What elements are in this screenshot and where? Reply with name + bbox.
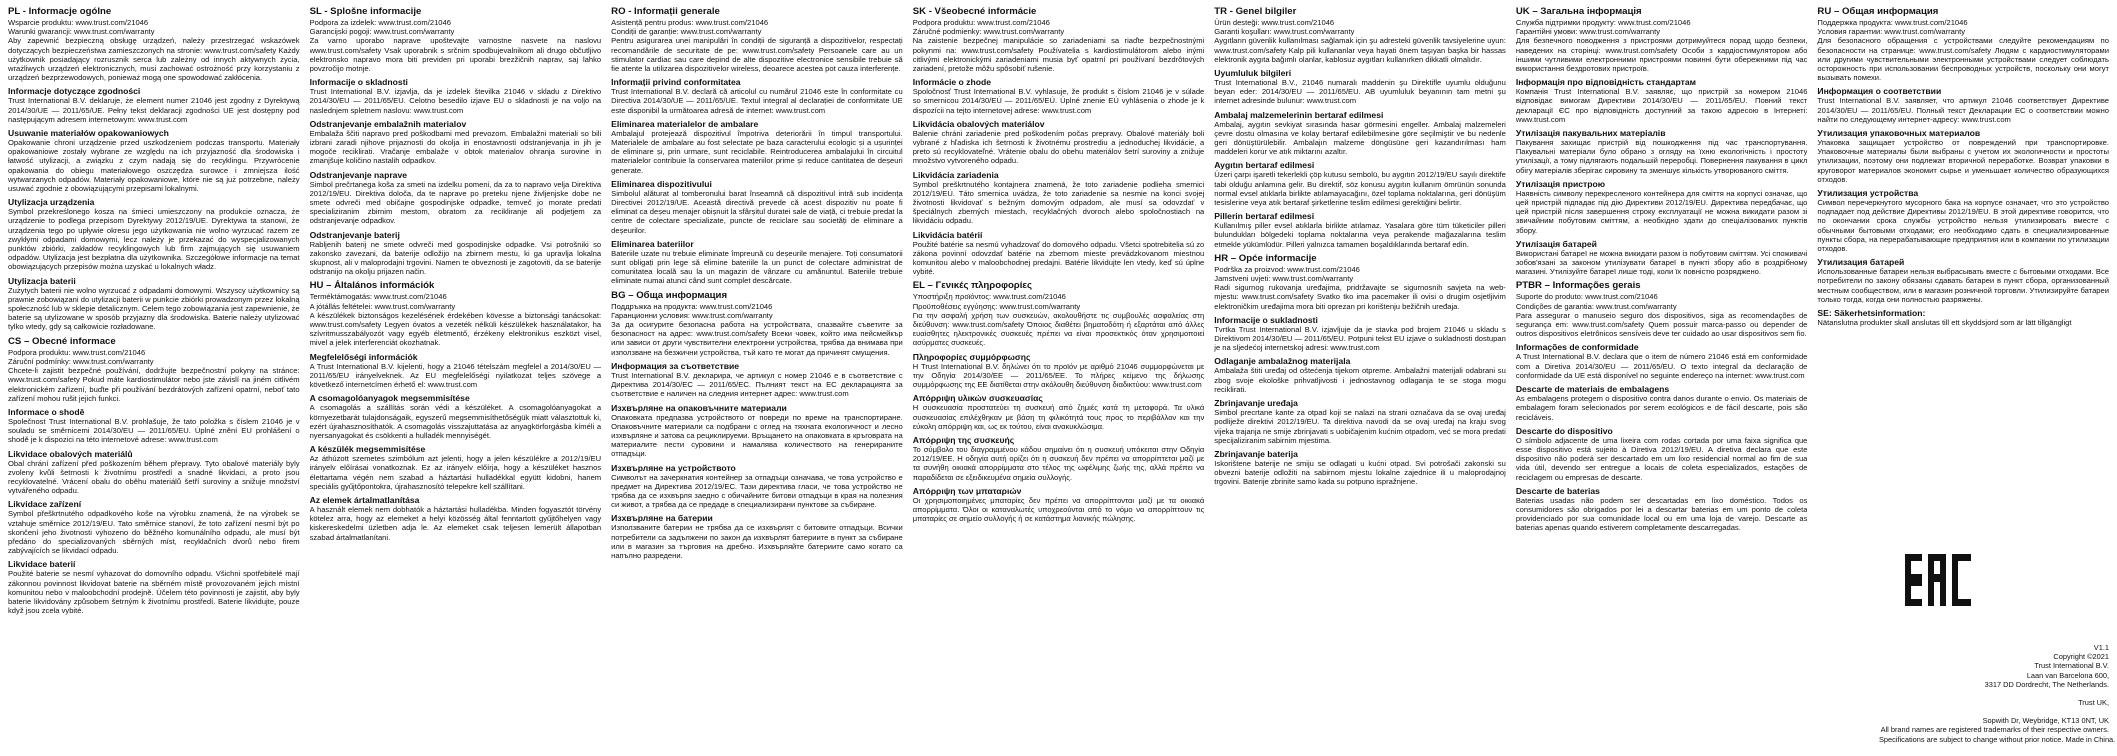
section-body: As embalagens protegem o dispositivo contra danos durante o envio. Os materiais de embalagem foram selecionados por serem ecológicos e de fácil descarte, pois são recicláveis. bbox=[1515, 394, 1808, 422]
info-section bbox=[310, 6, 602, 73]
info-section bbox=[1516, 342, 1808, 380]
support-line: Záruční podmínky: www.trust.com/warranty bbox=[8, 356, 154, 366]
support-line: Гаранционни условия: www.trust.com/warranty bbox=[611, 310, 773, 320]
section-heading: Eliminarea dispozitivului bbox=[611, 178, 712, 189]
specifications-note: Specifications are subject to change without prior notice. Made in China. bbox=[1879, 734, 2116, 744]
section-heading: HU – Általános információk bbox=[309, 280, 435, 292]
info-section bbox=[611, 513, 903, 560]
section-body: Символ перечеркнутого мусорного бака на корпусе означает, что это устройство подпадает под действие Директивы 2012/19/EU. В этой директиве говорится, что по окончании срока службы устройство нельзя утилизировать вместе с обычными бытовыми отходами; его необходимо сдать в специализированные пункты сбора, на перерабатывающие предприятия или в компании по утилизации отходов. bbox=[1817, 198, 2109, 254]
section-heading: Utylizacja urządzenia bbox=[8, 197, 95, 208]
section-body: Trust International B.V. deklaruje, że element numer 21046 jest zgodny z Dyrektywą 2014/30/UE — 2011/65/UE. Pełny tekst deklaracji zgodności UE jest dostępny pod następującym adresem internetowym: www.trust.com bbox=[8, 96, 300, 124]
section-body: Opakowanie chroni urządzenie przed uszkodzeniem podczas transportu. Materiały opakowaniowe zostały wybrane ze względu na ich przyjazność dla środowiska i łatwość utylizacji, a związku z czym nadają się do recyklingu. Przywrócenie opakowania do obiegu materiałowego oszczędza surowce i zmniejsza ilość wytwarzanych odpadów. Materiały opakowaniowe, które nie są już potrzebne, należy usuwać zgodnie z obowiązującymi przepisami lokalnymi. bbox=[8, 138, 300, 194]
support-line: Terméktámogatás: www.trust.com/21046 bbox=[309, 292, 447, 302]
info-section bbox=[611, 77, 903, 115]
info-section bbox=[1214, 110, 1506, 157]
section-body: Embalaža ščiti napravo pred poškodbami med prevozom. Embalažni materiali so bili izbrani zaradi njihove prijaznosti do okolja in enostavnosti odstranjevanja in jih je mogoče reciklirati. Vračanje embalaže v obtok materialov ohranja surovine in zmanjšuje količino nastalih odpadkov. bbox=[309, 128, 602, 166]
section-heading: Likvidace baterií bbox=[8, 559, 76, 570]
support-line: Wsparcie produktu: www.trust.com/21046 bbox=[8, 18, 149, 27]
info-section bbox=[1516, 6, 1808, 73]
info-section bbox=[1516, 486, 1808, 533]
uk-address-line: Sopwith Dr, Weybridge, KT13 0NT, UK bbox=[1982, 716, 2109, 726]
info-section bbox=[1817, 6, 2109, 82]
info-section bbox=[1817, 188, 2109, 253]
footer-imprint bbox=[1879, 643, 2116, 744]
section-body: Використані батареї не можна викидати разом із побутовим сміттям. Усі споживачі зобов'язані за законом утилізувати батареї в пункті збору або в роздрібному магазині. Утилізуйте батареї лише тоді, коли їх повністю розряджено. bbox=[1515, 248, 1808, 277]
info-section bbox=[1214, 315, 1506, 353]
support-line: Гарантійні умови: www.trust.com/warranty bbox=[1515, 27, 1661, 37]
info-section bbox=[1516, 384, 1808, 422]
support-line: Suporte do produto: www.trust.com/21046 bbox=[1515, 292, 1658, 302]
support-line: Υποστήριξη προϊόντος: www.trust.com/21046 bbox=[912, 292, 1066, 302]
info-section bbox=[8, 197, 300, 271]
section-body: Použité baterie se nesmí vyhazovat do domovního odpadu. Všichni spotřebitelé mají zákonnou povinnost likvidovat baterie na sběrném místě provozovaném jejich místní komunitou nebo v maloobchodní prodejně. Účelem této povinnosti je zajistit, aby byly baterie likvidovány způsobem šetrným k životnímu prostředí. Baterie likvidujte, pouze když jsou zcela vybité. bbox=[8, 569, 300, 616]
info-section bbox=[1817, 128, 2109, 184]
section-heading: Odstranjevanje embalažnih materialov bbox=[309, 118, 467, 129]
info-section bbox=[1516, 239, 1808, 277]
section-body: Radi sigurnog rukovanja uređajima, pridržavajte se sigurnosnih savjeta na web-mjestu: www.trust.com/safety Svatko tko ima pacemaker ili ovisi o drugim osjetljivim elektroničkim uređajima mora biti oprezan pri korištenju bežičnih uređaja. bbox=[1214, 283, 1506, 311]
info-section bbox=[611, 361, 903, 399]
section-body: Ambalajul protejează dispozitivul împotriva deteriorării în timpul transportului. Materialele de ambalare au fost selectate pe baza caracterului ecologic și a ușurinței de eliminare și, prin urmare, sunt reciclabile. Reintroducerea ambalajului în circuitul materialelor contribuie la conservarea materiilor prime și reduce cantitatea de deșeuri generate. bbox=[611, 128, 903, 175]
language-column-ru bbox=[1817, 6, 2116, 750]
info-section bbox=[611, 290, 903, 357]
support-line: Asistență pentru produs: www.trust.com/21046 bbox=[611, 18, 769, 27]
section-heading: UK – Загальна інформація bbox=[1515, 6, 1642, 17]
section-body: Tvrtka Trust International B.V. izjavljuje da je stavka pod brojem 21046 u skladu s Direktivom 2014/30/EU — 2011/65/EU. Potpuni tekst EU izjave o sukladnosti dostupan je na sljedećoj internetskoj adresi: www.trust.com bbox=[1214, 324, 1506, 353]
info-section bbox=[1214, 356, 1506, 394]
section-heading: Утилизация батарей bbox=[1817, 257, 1905, 268]
section-body: Използваните батерии не трябва да се изхвърлят с битовите отпадъци. Всички потребители са задължени по закон да изхвърлят батериите в пункт за събиране или в магазин за търговия на дребно. Изхвърляйте батериите само когато са напълно разредени. bbox=[611, 523, 903, 560]
info-section bbox=[913, 77, 1205, 115]
language-column-ro bbox=[611, 6, 903, 750]
info-section bbox=[1214, 68, 1506, 106]
section-body: Použité batérie sa nesmú vyhadzovať do domového odpadu. Všetci spotrebitelia sú zo zákona povinní odovzdať batérie na zbernom mieste prevádzkovanom miestnou komunitou alebo v maloobchodnej predajni. Batérie likvidujte len vtedy, keď sú úplne vybité. bbox=[912, 239, 1205, 277]
section-body: Rabljenih baterij ne smete odvreči med gospodinjske odpadke. Vsi potrošniki so zakonsko zavezani, da baterije odložijo na zbirnem mestu, ki ga upravlja lokalna skupnost, ali v maloprodajni trgovini. Namen te obveznosti je zagotoviti, da se baterije odstranijo na okolju prijazen način. bbox=[309, 239, 602, 277]
section-heading: Утилизация упаковочных материалов bbox=[1817, 128, 1981, 139]
section-heading: Утилізація пристрою bbox=[1515, 178, 1606, 189]
info-section bbox=[1214, 160, 1506, 207]
section-heading: Megfelelőségi információk bbox=[309, 351, 418, 362]
info-section bbox=[1214, 398, 1506, 445]
info-section bbox=[1516, 280, 1808, 338]
info-section bbox=[1516, 426, 1808, 482]
section-heading: Informácie o zhode bbox=[912, 77, 992, 88]
support-line: Záručné podmienky: www.trust.com/warranty bbox=[912, 27, 1065, 37]
section-heading: TR - Genel bilgiler bbox=[1214, 6, 1297, 17]
section-heading: Информация за съответствие bbox=[611, 360, 740, 371]
language-column-sk bbox=[913, 6, 1205, 750]
section-body: A készülékek biztonságos kezelésének érdekében kövesse a biztonsági tanácsokat: www.trust.com/safety Legyen óvatos a vezeték nélküli készülékek használatakor, ha szívritmusszabályozót vagy egyéb életmentő, érzékeny elektronikus eszközt visel, mivel a jelek interferenciát okozhatnak. bbox=[309, 310, 602, 348]
section-body: Az áthúzott szemetes szimbólum azt jelenti, hogy a jelen készülékre a 2012/19/EU irányelv előírásai vonatkoznak. Ez az irányelv előírja, hogy a készüléket hasznos élettartama végén nem szabad a háztartási hulladékkal együtt kidobni, hanem speciális gyűjtőpontokra, újrahasznosító telepekre kell szállítani. bbox=[309, 454, 602, 491]
info-section bbox=[1516, 179, 1808, 235]
info-section bbox=[8, 6, 300, 82]
info-section bbox=[1516, 128, 1808, 175]
section-heading: Πληροφορίες συμμόρφωσης bbox=[912, 351, 1031, 362]
section-heading: Zbrinjavanje uređaja bbox=[1214, 398, 1298, 409]
section-body: Balenie chráni zariadenie pred poškodením počas prepravy. Obalové materiály boli vybrané z hľadiska ich šetrnosti k životnému prostrediu a jednoduchej likvidácie, a preto sú recyklovateľné. Vrátenie obalu do obehu materiálov šetrí suroviny a znižuje množstvo vytvoreného odpadu. bbox=[912, 128, 1205, 166]
section-heading: Uyumluluk bilgileri bbox=[1214, 68, 1292, 79]
support-line: Podrška za proizvod: www.trust.com/21046 bbox=[1214, 264, 1360, 274]
section-body: Symbol przekreślonego kosza na śmieci umieszczony na produkcie oznacza, że urządzenie to podlega przepisom Dyrektywy 2012/19/UE. Dyrektywa ta stanowi, że urządzenia tego po upływie okresu jego użytkowania nie wolno wyrzucać razem ze zwykłymi odpadami domowymi, lecz należy je przekazać do wyspecjalizowanych punktów zbiórki, zakładów recyklingowych lub firm zajmujących się usuwaniem odpadów. Utylizacja jest bezpłatna dla użytkownika. Szczegółowe informacje na temat obowiązujących przepisów można uzyskać u lokalnych władz. bbox=[8, 207, 300, 272]
info-section bbox=[1214, 253, 1506, 311]
support-line: Ürün desteği: www.trust.com/21046 bbox=[1214, 18, 1335, 27]
section-body: Trust International B.V. izjavlja, da je izdelek številka 21046 v skladu z Direktivo 2014/30/EU — 2011/65/EU. Celotno besedilo izjave EU o skladnosti je na voljo na naslednjem spletnem naslovu: www.trust.com bbox=[309, 87, 602, 115]
section-body: Η συσκευασία προστατεύει τη συσκευή από ζημιές κατά τη μεταφορά. Τα υλικά συσκευασίας επιλέχθηκαν με βάση τη φιλικότητά τους προς το περιβάλλον και την εύκολη απόρριψη και, ως εκ τούτου, είναι ανακυκλώσιμα. bbox=[912, 403, 1205, 431]
section-heading: Eliminarea materialelor de ambalare bbox=[611, 118, 759, 129]
section-body: Упаковка защищает устройство от повреждений при транспортировке. Упаковочные материалы были выбраны с учетом их экологичности и простоты утилизации, поэтому они подлежат вторичной переработке. Возврат упаковки в круговорот материалов экономит сырье и уменьшает количество образующихся отходов. bbox=[1817, 138, 2109, 184]
section-heading: Likvidace obalových materiálů bbox=[8, 448, 133, 459]
support-line: Поддръжка на продукта: www.trust.com/21046 bbox=[611, 301, 773, 311]
info-section bbox=[310, 170, 602, 226]
section-heading: Informacje dotyczące zgodności bbox=[8, 86, 141, 97]
section-body: Компанія Trust International B.V. заявляє, що пристрій за номером 21046 відповідає вимогам Директиви 2014/30/EU — 2011/65/EU. Повний текст декларації ЄС про відповідність доступний за такою адресою в Інтернеті: www.trust.com bbox=[1515, 87, 1808, 124]
section-body: Οι χρησιμοποιημένες μπαταρίες δεν πρέπει να απορρίπτονται μαζί με τα οικιακά απορρίμματα. Όλοι οι καταναλωτές υποχρεούνται από το νόμο να απορρίπτουν τις μπαταρίες σε σημείο συλλογής ή σε κατάστημα λιανικής πώλησης. bbox=[912, 495, 1205, 524]
section-body: Zużytych baterii nie wolno wyrzucać z odpadami domowymi. Wszyscy użytkownicy są prawnie zobowiązani do utylizacji baterii w punkcie zbiórki prowadzonym przez lokalną społeczność lub w sklepie detalicznym. Celem tego zobowiązania jest zapewnienie, że baterie są utylizowane w sposób przyjazny dla środowiska. Baterie należy utylizować tylko wtedy, gdy są całkowicie rozładowane. bbox=[8, 285, 300, 332]
language-column-pl bbox=[8, 6, 300, 750]
support-line: Garancijski pogoji: www.trust.com/warranty bbox=[309, 27, 455, 37]
section-body: Для безопасного обращения с устройствами следуйте рекомендациям по безопасности на странице: www.trust.com/safety Людям с кардиостимуляторами или другими чувствительными электронными устройствами следует соблюдать осторожность при использовании беспроводных устройств, поскольку они могут вызывать помехи. bbox=[1817, 36, 2109, 83]
section-body: Το σύμβολο του διαγραμμένου κάδου σημαίνει ότι η συσκευή υπόκειται στην Οδηγία 2012/19/ΕΕ. Η οδηγία αυτή ορίζει ότι η συσκευή δεν πρέπει να απορρίπτεται μαζί με τα συνήθη οικιακά απορρίμματα στο τέλος της ωφέλιμης ζωής της, αλλά πρέπει να παραδίδεται σε εξειδικευμένα σημεία συλλογής. bbox=[912, 444, 1205, 482]
support-line: Служба підтримки продукту: www.trust.com/21046 bbox=[1515, 18, 1691, 27]
section-heading: Informacije o sukladnosti bbox=[1214, 314, 1318, 325]
info-section bbox=[8, 449, 300, 496]
info-section bbox=[611, 403, 903, 459]
section-heading: Az elemek ártalmatlanítása bbox=[309, 494, 420, 505]
section-body: Za varno uporabo naprave upoštevajte varnostne nasvete na naslovu www.trust.com/safety Vsak uporabnik s srčnim spodbujevalnikom ali drugo občutljivo elektronsko napravo mora biti previden pri uporabi brezžičnih naprav, saj lahko povzročijo motnje. bbox=[309, 36, 602, 74]
info-section bbox=[913, 119, 1205, 166]
section-body: Baterias usadas não podem ser descartadas em lixo doméstico. Todos os consumidores são obrigados por lei a descartar baterias em um ponto de coleta providenciado por sua comunidade local ou em uma loja de varejo. Descarte as baterias apenas quando estiverem completamente descarregadas. bbox=[1515, 495, 1808, 533]
info-section bbox=[8, 559, 300, 615]
section-heading: RU – Общая информация bbox=[1817, 6, 1939, 17]
info-section bbox=[611, 463, 903, 510]
section-heading: PL - Informacje ogólne bbox=[8, 6, 112, 17]
section-body: Aygıtların güvenlik kullanılması sağlamak için şu adresteki güvenlik tavsiyelerine uyun: www.trust.com/safety Kalp pili kullananlar veya hayati önem taşıyan başka bir hassas elektronik aygıta bağımlı olanlar, kablosuz aygıtları kullanırken dikkatli olmalıdır. bbox=[1214, 36, 1506, 64]
uk-company-name: Trust UK, bbox=[2078, 698, 2109, 708]
info-section bbox=[913, 230, 1205, 277]
section-body: Chcete-li zajistit bezpečné používání, dodržujte bezpečnostní pokyny na stránce: www.trust.com/safety Pokud máte kardiostimulátor nebo jste závislí na jiném citlivém elektronickém zařízení, buďte při používání bezdrátových zařízení opatrní, neboť tato zařízení mohou rušit jejich funkci. bbox=[8, 366, 300, 403]
company-name: Trust International B.V. bbox=[2034, 661, 2109, 671]
section-heading: SE: Säkerhetsinformation: bbox=[1817, 308, 1926, 319]
section-heading: Ambalaj malzemelerinin bertaraf edilmesi bbox=[1214, 109, 1384, 120]
info-section bbox=[1817, 86, 2109, 124]
section-heading: Informații privind conformitatea bbox=[611, 77, 741, 88]
info-section bbox=[1516, 77, 1808, 124]
section-heading: CS – Obecné informace bbox=[8, 335, 116, 347]
section-body: Na zaistenie bezpečnej manipulácie so zariadeniami sa riaďte bezpečnostnými pokynmi na: www.trust.com/safety Používatelia s kardiostimulátorom alebo inými citlivými elektronickými zariadeniami musia byť opatrní pri používaní bezdrôtových zariadení, pretože môžu spôsobiť rušenie. bbox=[912, 36, 1205, 74]
section-body: A Trust International B.V. kijelenti, hogy a 21046 tételszám megfelel a 2014/30/EU — 2011/65/EU irányelveknek. Az EU megfelelőségi nyilatkozat teljes szövege a következő internetcímen érhető el: www.trust.com bbox=[309, 361, 602, 390]
section-body: Символът на зачеркнатия контейнер за отпадъци означава, че това устройство е предмет на Директива 2012/19/ЕС. Тази директива гласи, че това устройство не трябва да се изхвърля заедно с обичайните битови отпадъци в края на полезния си живот, а трябва да се предаде в специализирани пунктове за събиране. bbox=[611, 472, 903, 510]
section-body: Pentru asigurarea unei manipulări în condiții de siguranță a dispozitivelor, respectați recomandările de securitate de pe: www.trust.com/safety Persoanele care au un stimulator cardiac sau care depind de alte dispozitive electronice sensibile trebuie să fie atente la utilizarea dispozitivelor wireless, deoarece acestea pot cauza interferențe. bbox=[611, 36, 903, 74]
section-body: Symbol preškrtnutého kontajnera znamená, že toto zariadenie podlieha smernici 2012/19/EÚ. Táto smernica uvádza, že toto zariadenie sa nesmie na konci svojej životnosti likvidovať s bežným domovým odpadom, ale musí sa odovzdať v špeciálnych zberných miestach, recyklačných dvoroch alebo spoločnostiach na likvidáciu odpadu. bbox=[912, 179, 1205, 226]
eac-certification-mark bbox=[1903, 552, 1973, 608]
section-body: Symbol přeškrtnutého odpadkového koše na výrobku znamená, že na výrobek se vztahuje směrnice 2012/19/EU. Tato směrnice stanoví, že toto zařízení nesmí být po skončení jeho životnosti vyhozeno do běžného komunálního odpadu, ale musí být předáno do specializovaných sběrných míst, recyklačních dvorů nebo firem zabývajících se likvidací odpadu. bbox=[8, 509, 300, 556]
support-line: Condiții de garanție: www.trust.com/warranty bbox=[611, 27, 762, 37]
section-heading: Utylizacja baterii bbox=[8, 275, 76, 286]
section-heading: Descarte do dispositivo bbox=[1515, 425, 1613, 436]
section-heading: Odstranjevanje naprave bbox=[309, 169, 408, 180]
section-body: Ambalaj, aygıtın sevkiyat sırasında hasar görmesini engeller. Ambalaj malzemeleri çevre dostu olmasına ve kolay bertaraf edilebilmesine göre seçilmiştir ve bu nedenle geri dönüştürülebilir. Ambalajın malzeme döngüsüne geri kazandırılması ham maddeleri korur ve atık miktarını azaltır. bbox=[1214, 119, 1506, 157]
info-section bbox=[310, 119, 602, 166]
section-heading: Pillerin bertaraf edilmesi bbox=[1214, 211, 1315, 222]
address-line: 3317 DD Dordrecht, The Netherlands. bbox=[1984, 679, 2109, 689]
section-body: Ambalaža štiti uređaj od oštećenja tijekom otpreme. Ambalažni materijali odabrani su zbog svoje ekološke prihvatljivosti i jednostavnog odlaganja te se stoga mogu reciklirati. bbox=[1214, 366, 1506, 394]
info-section bbox=[913, 352, 1205, 390]
section-body: Para assegurar o manuseio seguro dos dispositivos, siga as recomendações de segurança em: www.trust.com/safety Quem possuir marca-passo ou depender de outros dispositivos eletrônicos sensíveis deve ter cuidado ao usar dispositivos sem fio. bbox=[1515, 310, 1808, 339]
section-heading: Απόρριψη των μπαταριών bbox=[912, 485, 1022, 496]
support-line: Podpora za izdelek: www.trust.com/21046 bbox=[309, 18, 451, 27]
section-heading: Утилізація батарей bbox=[1515, 238, 1597, 249]
section-body: O símbolo adjacente de uma lixeira com rodas cortada por uma faixa significa que esse dispositivo está sujeito à Diretiva 2012/19/EU. A diretiva declara que este dispositivo não poderá ser descartado em um lixo residencial normal ao fim de sua vida útil, devendo ser entregue a locais de coleta especializados, estações de reciclagem ou empresas de descarte. bbox=[1515, 435, 1808, 482]
language-column-sl bbox=[310, 6, 602, 750]
info-section bbox=[913, 393, 1205, 431]
section-heading: Απόρριψη της συσκευής bbox=[912, 434, 1015, 445]
support-line: Προϋποθέσεις εγγύησης: www.trust.com/warranty bbox=[912, 301, 1081, 311]
support-line: Условия гарантии: www.trust.com/warranty bbox=[1817, 27, 1966, 37]
info-section bbox=[8, 407, 300, 445]
support-line: Condições de garantia: www.trust.com/warranty bbox=[1515, 301, 1677, 311]
section-heading: Изхвърляне на батерии bbox=[611, 513, 713, 524]
info-section bbox=[310, 280, 602, 347]
section-heading: Изхвърляне на опаковъчните материали bbox=[611, 402, 787, 413]
info-section bbox=[1214, 211, 1506, 249]
info-section bbox=[310, 393, 602, 440]
section-body: Bateriile uzate nu trebuie eliminate împreună cu deșeurile menajere. Toți consumatorii sunt obligați prin lege să elimine bateriile la un punct de colectare administrat de comunitatea locală sau la un magazin de vânzare cu amănuntul. Bateriile trebuie eliminate numai atunci când sunt complet descărcate. bbox=[611, 248, 903, 286]
section-heading: Aygıtın bertaraf edilmesi bbox=[1214, 160, 1315, 171]
language-column-uk bbox=[1516, 6, 1808, 750]
section-body: Η Trust International B.V. δηλώνει ότι το προϊόν με αριθμό 21046 συμμορφώνεται με την Οδηγία 2014/30/ΕΕ — 2011/65/ΕΕ. Το πλήρες κείμενο της δήλωσης συμμόρφωσης της ΕΕ διατίθεται στην ακόλουθη διεύθυνση διαδικτύου: www.trust.com bbox=[912, 361, 1205, 390]
info-section bbox=[913, 435, 1205, 482]
section-heading: Информация о соответствии bbox=[1817, 86, 1942, 97]
info-section bbox=[310, 352, 602, 390]
section-heading: Likvidace zařízení bbox=[8, 499, 82, 510]
section-body: Spoločnosť Trust International B.V. vyhlasuje, že produkt s číslom 21046 je v súlade so smernicou 2014/30/EÚ — 2011/65/EÚ. Úplné znenie EÚ vyhlásenia o zhode je k dispozícii na tejto internetovej adrese: www.trust.com bbox=[912, 87, 1205, 115]
info-section bbox=[310, 230, 602, 277]
section-heading: Descarte de materiais de embalagens bbox=[1515, 384, 1670, 395]
support-line: Podpora produktu: www.trust.com/21046 bbox=[8, 347, 146, 357]
section-heading: Изхвърляне на устройството bbox=[611, 462, 736, 473]
support-line: Warunki gwarancji: www.trust.com/warranty bbox=[8, 27, 155, 37]
section-heading: Утилізація пакувальних матеріалів bbox=[1515, 128, 1666, 139]
info-section bbox=[8, 499, 300, 555]
section-heading: Zbrinjavanje baterija bbox=[1214, 448, 1298, 459]
info-section bbox=[611, 6, 903, 73]
section-heading: BG – Обща информация bbox=[611, 289, 728, 301]
section-body: Simbolul alăturat al tomberonului barat înseamnă că dispozitivul intră sub incidența Directivei 2012/19/UE. Această directivă prevede că acest dispozitiv nu poate fi eliminat ca deșeu menajer obișnuit la sfârșitul duratei sale de viață, ci trebuie predat la centre de colectare specializate, puncte de reciclare sau societăți de eliminare a deșeurilor. bbox=[611, 188, 903, 235]
info-section bbox=[1817, 308, 2109, 327]
info-section bbox=[913, 486, 1205, 524]
support-line: Podpora produktu: www.trust.com/21046 bbox=[912, 18, 1050, 27]
info-section bbox=[611, 179, 903, 235]
section-heading: RO - Informații generale bbox=[611, 6, 720, 17]
info-section bbox=[310, 77, 602, 115]
section-body: Obal chrání zařízení před poškozením během přepravy. Tyto obalové materiály byly zvoleny kvůli šetrnosti k životnímu prostředí a snadné likvidaci, a proto jsou recyklovatelné. Vrácení obalu do oběhu materiálů šetří suroviny a snižuje množství vytvářeného odpadu. bbox=[8, 458, 300, 496]
section-heading: Eliminarea bateriilor bbox=[611, 238, 694, 249]
info-section bbox=[1214, 6, 1506, 64]
section-heading: Informace o shodě bbox=[8, 406, 85, 417]
info-section bbox=[8, 276, 300, 332]
info-section bbox=[1817, 257, 2109, 304]
info-section bbox=[913, 170, 1205, 226]
copyright-line: Copyright ©2021 bbox=[2053, 652, 2109, 662]
section-body: Společnost Trust International B.V. prohlašuje, že tato položka s číslem 21046 je v souladu se směrnicemi 2014/30/EU — 2011/65/EU. Úplné znění EU prohlášení o shodě je k dispozici na této internetové adrese: www.trust.com bbox=[8, 416, 300, 445]
section-heading: Usuwanie materiałów opakowaniowych bbox=[8, 128, 169, 139]
section-heading: A készülék megsemmisítése bbox=[309, 444, 426, 455]
section-heading: Descarte de baterias bbox=[1515, 485, 1600, 496]
section-heading: Likvidácia zariadenia bbox=[912, 169, 999, 180]
section-body: Trust International B.V., 21046 numaralı maddenin şu Direktifle uyumlu olduğunu beyan eder: 2014/30/EU — 2011/65/EU. AB uyumluluk beyanının tam metni şu internet adresinde bulunur: www.trust.com bbox=[1214, 78, 1506, 106]
trademarks-note: All brand names are registered trademarks of their respective owners. bbox=[1880, 725, 2109, 735]
language-column-tr bbox=[1214, 6, 1506, 750]
section-heading: Informações de conformidade bbox=[1515, 342, 1639, 353]
version-label: V1.1 bbox=[2093, 643, 2109, 652]
support-line: Поддержка продукта: www.trust.com/21046 bbox=[1817, 18, 1968, 27]
section-body: A csomagolás a szállítás során védi a készüléket. A csomagolóanyagokat a környezetbarát tulajdonságaik, egyszerű megsemmisíthetőségük miatt választottuk ki, ezért újrahasznosíthatók. A csomagolás visszajuttatása az anyagkörforgásba kíméli a nyersanyagokat és csökkenti a hulladék mennyiségét. bbox=[309, 403, 602, 440]
section-heading: Інформація про відповідність стандартам bbox=[1515, 77, 1696, 88]
section-body: Kullanılmış piller evsel atıklarla birlikte atılamaz. Yasalara göre tüm tüketiciler pilleri bulundukları bölgedeki toplama noktalarına veya perakende mağazalarına teslim etmekle yükümlüdür. Pilleri yalnızca tamamen boşaldıklarında bertaraf edin. bbox=[1214, 221, 1506, 249]
section-body: Simbol prečrtanega koša za smeti na izdelku pomeni, da za to napravo velja Direktiva 2012/19/EU. Direktiva določa, da te naprave po preteku njene življenjske dobe ne smete odvreči med običajne gospodinjske odpadke, temveč jo morate predati specializiranim zbirnim mestom, obratom za recikliranje ali podjetjem za odstranjevanje odpadkov. bbox=[309, 179, 602, 226]
section-heading: SK - Všeobecné informácie bbox=[912, 6, 1037, 17]
section-heading: Odstranjevanje baterij bbox=[309, 229, 400, 240]
support-line: A jótállás feltételei: www.trust.com/warranty bbox=[309, 301, 456, 311]
support-line: Garanti koşulları: www.trust.com/warranty bbox=[1214, 27, 1355, 37]
section-body: Για την ασφαλή χρήση των συσκευών, ακολουθήστε τις συμβουλές ασφαλείας στη διεύθυνση: www.trust.com/safety Όποιος διαθέτει βηματοδότη ή εξαρτάται από άλλες ευαίσθητες ηλεκτρονικές συσκευές πρέπει να είναι προσεκτικός όταν χρησιμοποιεί ασύρματες συσκευές. bbox=[912, 310, 1205, 348]
section-body: Aby zapewnić bezpieczną obsługę urządzeń, należy przestrzegać wskazówek dotyczących bezpieczeństwa zamieszczonych na stronie: www.trust.com/safety Każdy użytkownik posiadający rozrusznik serca lub zależny od innych aktywnych życia, wrażliwych urządzeń elektronicznych, musi zachować ostrożność przy korzystaniu z urządzeń bezprzewodowych, ponieważ mogą one spowodować zakłócenia. bbox=[8, 36, 300, 83]
section-body: Пакування захищає пристрій від пошкодження під час транспортування. Пакувальні матеріали було обрано з огляду на їхню екологічність і простоту утилізації, а тому підлягають подальшій переробці. Повернення пакування в цикл обігу матеріалів зберігає сировину та зменшує кількість утворюваного сміття. bbox=[1515, 138, 1808, 175]
section-body: Simbol precrtane kante za otpad koji se nalazi na strani označava da se ovaj uređaj podliježe direktivi 2012/19/EU. Ta direktiva navodi da se ovaj uređaj na kraju svog vijeka trajanja ne smije zbrinjavati s uobičajenim kućnim otpadom, već se mora predati specijaliziranim sabirnim mjestima. bbox=[1214, 408, 1506, 445]
info-section bbox=[1214, 449, 1506, 487]
support-line: Jamstveni uvjeti: www.trust.com/warranty bbox=[1214, 274, 1354, 284]
section-heading: Odlaganje ambalažnog materijala bbox=[1214, 356, 1351, 367]
section-heading: Απόρριψη υλικών συσκευασίας bbox=[912, 393, 1043, 404]
section-body: A használt elemek nem dobhatók a háztartási hulladékba. Minden fogyasztót törvény kötelez arra, hogy az elemeket a helyi közösség által fenntartott gyűjtőhelyen vagy kiskereskedelmi üzletben adja le. Az elemeket csak teljesen lemerült állapotban szabad ártalmatlanítani. bbox=[309, 504, 602, 542]
info-section bbox=[310, 444, 602, 491]
info-section bbox=[310, 495, 602, 542]
address-line: Laan van Barcelona 600, bbox=[2026, 670, 2109, 680]
section-body: Trust International B.V. заявляет, что артикул 21046 соответствует Директиве 2014/30/EU — 2011/65/EU. Полный текст Декларации ЕС о соответствии можно найти по следующему интернет-адресу: www.trust.com bbox=[1817, 96, 2109, 124]
info-section bbox=[913, 6, 1205, 73]
info-section bbox=[611, 119, 903, 175]
section-body: Trust International B.V. declară că articolul cu numărul 21046 este în conformitate cu Directiva 2014/30/UE — 2011/65/UE. Textul integral al declarației de conformitate UE este disponibil la următoarea adresă de internet: www.trust.com bbox=[611, 87, 903, 115]
section-heading: Likvidácia batérií bbox=[912, 229, 983, 240]
section-body: Наявність символу перекресленого контейнера для сміття на корпусі означає, що цей пристрій підпадає під дію Директиви 2012/19/EU. Директива передбачає, що цей пристрій після завершення строку експлуатації не можна викидати разом зі звичайним побутовим сміттям, а необхідно здати до спеціалізованих пунктів збору. bbox=[1515, 188, 1808, 235]
section-heading: A csomagolóanyagok megsemmisítése bbox=[309, 393, 470, 404]
section-body: A Trust International B.V. declara que o item de número 21046 está em conformidade com a Diretiva 2014/30/EU — 2011/65/EU. O texto integral da declaração de conformidade da UE está disponível no seguinte endereço na internet: www.trust.com bbox=[1515, 352, 1808, 380]
section-heading: SL - Splošne informacije bbox=[309, 6, 422, 17]
section-body: Üzeri çarpı işaretli tekerlekli çöp kutusu sembolü, bu aygıtın 2012/19/EU sayılı direktife tabi olduğu anlamına gelir. Bu direktif, söz konusu aygıtın kullanım ömrünün sonunda normal evsel atıklarla birlikte atılamayacağını, özel toplama noktalarına, geri dönüşüm tesislerine veya atık bertaraf şirketlerine teslim edilmesi gerektiğini belirtir. bbox=[1214, 170, 1506, 208]
info-section bbox=[8, 86, 300, 124]
info-section bbox=[8, 128, 300, 193]
info-section bbox=[913, 280, 1205, 347]
section-body: Iskorištene baterije ne smiju se odlagati u kućni otpad. Svi potrošači zakonski su obvezni baterije odložiti na sabirnom mjestu lokalne zajednice ili u maloprodajnoj trgovini. Baterije zbrinite samo kada su potpuno ispražnjene. bbox=[1214, 458, 1506, 487]
section-heading: HR – Opće informacije bbox=[1214, 252, 1317, 264]
info-section bbox=[8, 336, 300, 403]
info-section bbox=[611, 239, 903, 286]
section-body: Nätanslutna produkter skall anslutas till ett skyddsjord som är lätt tillgängligt bbox=[1817, 318, 2072, 328]
section-body: Trust International B.V. декларира, че артикул с номер 21046 е в съответствие с Директива 2014/30/ЕС — 2011/65/ЕС. Пълният текст на ЕС декларацията за съответствие е наличен на следния интернет адрес: www.trust.com bbox=[611, 370, 903, 399]
section-heading: Likvidácia obalových materiálov bbox=[912, 118, 1045, 129]
section-heading: EL – Γενικές πληροφορίες bbox=[912, 280, 1032, 292]
section-heading: Informacije o skladnosti bbox=[309, 77, 408, 88]
section-body: Для безпечного поводження з пристроями дотримуйтеся порад щодо безпеки, наведених на сторінці: www.trust.com/safety Особи з кардіостимулятором або іншими чутливими електронними пристроями повинні бути обережними під час використання бездротових пристроїв. bbox=[1515, 36, 1808, 74]
section-body: За да осигурите безопасна работа на устройствата, спазвайте съветите за безопасност на адрес: www.trust.com/safety Всеки човек, който има пейсмейкър или зависи от други чувствителни електронни устройства, трябва да внимава при използване на безжични устройства, тъй като те могат да причинят смущения. bbox=[611, 320, 903, 357]
section-body: Опаковката предпазва устройството от повреди по време на транспортиране. Опаковъчните материали са подбрани с оглед на тяхната екологичност и лесно изхвърляне и затова са рециклируеми. Връщането на опаковката в кръговрата на материалите пести суровини и намалява количеството на генерираните отпадъци. bbox=[611, 412, 903, 459]
section-heading: PTBR – Informações gerais bbox=[1515, 280, 1641, 292]
section-heading: Утилизация устройства bbox=[1817, 188, 1919, 199]
section-body: Использованные батареи нельзя выбрасывать вместе с бытовыми отходами. Все потребители по закону обязаны сдавать батареи в пункт сбора, организованный местным сообществом, или в магазин розничной торговли. Утилизируйте батареи только тогда, когда они полностью разряжены. bbox=[1817, 267, 2109, 304]
